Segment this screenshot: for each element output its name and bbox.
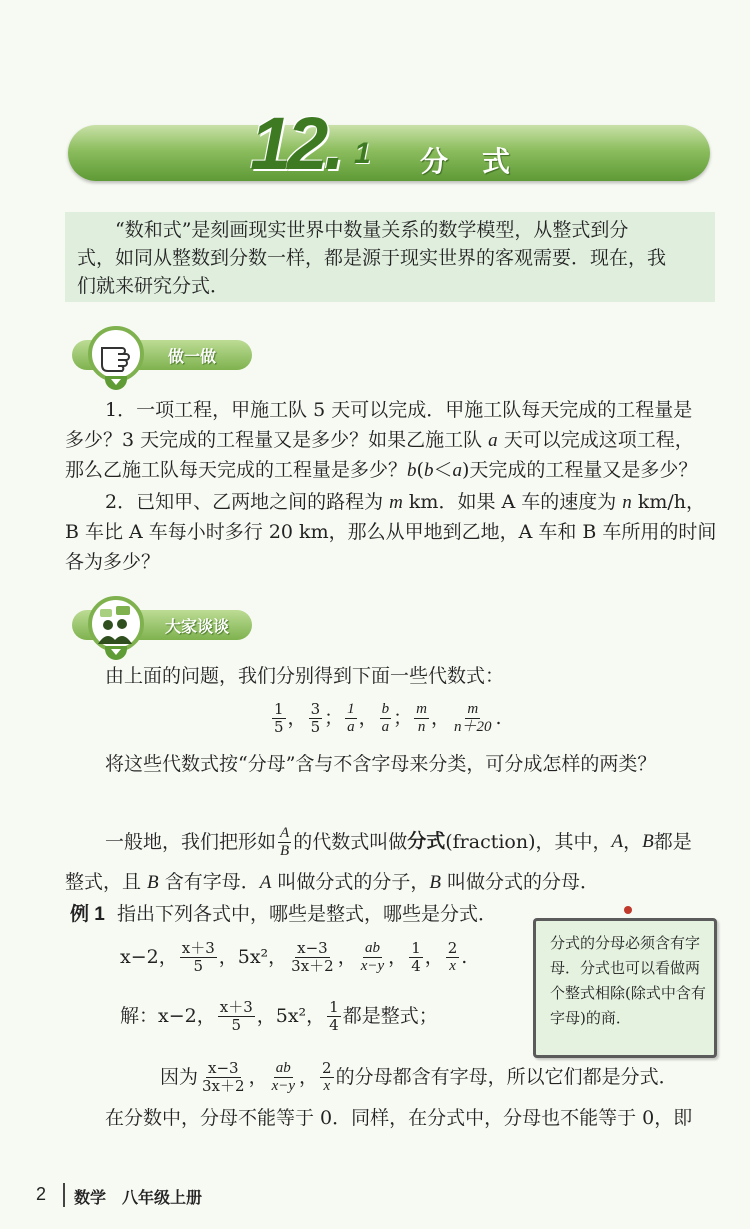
activity1-p1-line2: 多少？3 天完成的工程量又是多少？如果乙施工队 a 天可以完成这项工程， [65, 429, 694, 451]
fraction-4: $\frac{b}{a}$ [381, 700, 390, 735]
section-title: 分式 [420, 145, 545, 178]
example-expressions: x−2， $\frac{x+3}{5}$ ，5x²， $\frac{x-3}{3x+2}$ ， $\frac{ab}{x-y}$ ， $\frac{1}{4}$ ， $\frac{2}{x}$ . [120, 938, 468, 975]
activity-label-try: 做一做 [168, 347, 217, 366]
activity1-p1-line3: 那么乙施工队每天完成的工程量是多少？b(b＜a)天完成的工程量又是多少？ [65, 459, 698, 481]
fraction-1: $\frac{1}{5}$ [274, 699, 284, 736]
section-subnumber: 1 [354, 137, 371, 170]
activity-label-discuss: 大家谈谈 [165, 617, 230, 636]
definition-fraction: $\frac{A}{B}$ [280, 824, 290, 859]
fraction-2: $\frac{3}{5}$ [310, 699, 321, 736]
fraction-5: $\frac{m}{n}$ [416, 700, 427, 735]
side-note [533, 918, 717, 1058]
example-solution: 解：x−2， $\frac{x+3}{5}$ ，5x²， $\frac{1}{4}$ 都是整式； [120, 997, 438, 1034]
activity1-body [65, 398, 725, 578]
intro-box [65, 212, 715, 302]
pin-icon [624, 906, 632, 914]
closing-line: 在分数中，分母不能等于 0．同样，在分式中，分母也不能等于 0，即 [105, 1107, 693, 1129]
hand-icon [92, 330, 140, 378]
intro-line-3: 们就来研究分式． [77, 275, 230, 297]
expand-arrow-icon [105, 646, 127, 660]
intro-line-1: “数和式”是刻画现实世界中数量关系的数学模型，从整式到分 [115, 219, 629, 241]
definition-line-2: 整式，且 B 含有字母．A 叫做分式的分子，B 叫做分式的分母． [65, 871, 600, 893]
example-1-prompt: 例 1 指出下列各式中，哪些是整式，哪些是分式． [70, 903, 497, 925]
people-icon-badge [88, 596, 144, 652]
section-title-banner [68, 125, 710, 181]
activity1-p2-line1: 2．已知甲、乙两地之间的路程为 m km．如果 A 车的速度为 n km/h， [105, 491, 706, 513]
activity1-p2-line3: 各为多少？ [65, 551, 161, 573]
people-talking-icon [92, 600, 140, 648]
page-number: 2 [36, 1184, 47, 1204]
expression-list: $\frac{1}{5}$ ， $\frac{3}{5}$ ； $\frac{1}{a}$ ， $\frac{b}{a}$ ； $\frac{m}{n}$ ， $\frac{m}{n+20}$ . [274, 699, 502, 736]
intro-line-2: 式，如同从整数到分数一样，都是源于现实世界的客观需要．现在，我 [77, 247, 667, 269]
activity1-p1-line1: 1．一项工程，甲施工队 5 天可以完成．甲施工队每天完成的工程量是 [105, 399, 693, 421]
section-number: 12. [250, 102, 341, 185]
activity1-p2-line2: B 车比 A 车每小时多行 20 km，那么从甲地到乙地，A 车和 B 车所用的时间 [65, 521, 717, 543]
footer-divider [63, 1183, 65, 1207]
expand-arrow-icon [105, 376, 127, 390]
example-because: 因为 $\frac{x-3}{3x+2}$ ， $\frac{ab}{x-y}$ ， $\frac{2}{x}$ 的分母都含有字母，所以它们都是分式． [160, 1058, 678, 1095]
discuss-question: 将这些代数式按“分母”含与不含字母来分类，可分成怎样的两类？ [105, 753, 657, 775]
side-note-text: 分式的分母必须含有字母．分式也可以看做两个整式相除(除式中含有字母)的商． [550, 934, 706, 1027]
discuss-line-1: 由上面的问题，我们分别得到下面一些代数式： [105, 665, 505, 687]
fraction-3: $\frac{1}{a}$ [347, 700, 355, 735]
fraction-6: $\frac{m}{n+20}$ [454, 700, 492, 735]
term-fraction: 分式 [407, 831, 446, 852]
definition-line-1: 一般地，我们把形如 $\frac{A}{B}$ 的代数式叫做 分式 (fraction)，其中， A ， B 都是 [105, 824, 692, 859]
book-title: 数学 八年级上册 [74, 1188, 203, 1207]
hand-icon-badge [88, 326, 144, 382]
example-label: 例 1 [70, 904, 105, 925]
